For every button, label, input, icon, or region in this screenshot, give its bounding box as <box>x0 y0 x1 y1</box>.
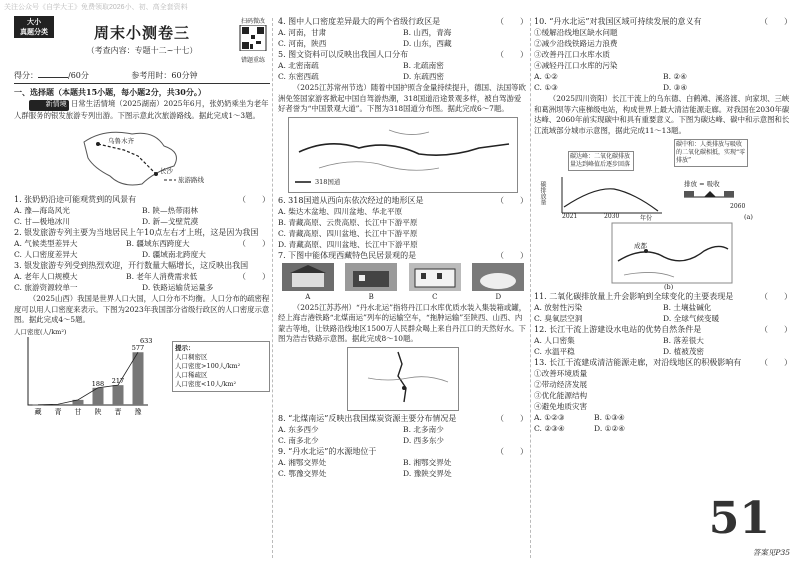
route-map-svg <box>14 122 270 194</box>
chart-axis <box>28 337 148 405</box>
map-label-changsha: 长沙 <box>160 167 173 175</box>
page-title: 周末小测卷三 <box>93 25 190 42</box>
map-legend: 旅游路线 <box>178 176 204 184</box>
question-7: 7. 下图中能体现西藏特色民居景观的是 （ ） <box>278 250 528 260</box>
tick-label: 甘 <box>74 407 82 416</box>
road-318-legend: 318国道 <box>315 177 341 186</box>
question-2: 2. 银发旅游专列主要为当地居民上午10点左右才上班，这是因为我国 （ ） <box>14 228 270 248</box>
house-c-icon <box>409 263 461 291</box>
railway-map <box>347 347 459 411</box>
house-image-b[interactable]: B <box>342 263 402 301</box>
question-13: 13. 长江干流建成清洁能源走廊，对沿线地区的积极影响有 （ ） <box>534 358 792 367</box>
q13-option-a[interactable]: A. ①②③ <box>534 413 565 422</box>
q10-statement-2: ②减少沿线铁路运力浪费 <box>534 39 618 48</box>
q9-option-d[interactable]: D. 豫陕交界处 <box>403 468 452 478</box>
section-badge: 大小 真题分类 <box>14 16 54 38</box>
q2-option-d[interactable]: D. 疆域南北跨度大 <box>142 250 206 259</box>
year-2021: 2021 <box>562 213 578 220</box>
q8-option-b[interactable]: B. 北多南少 <box>403 424 444 434</box>
q6-option-b[interactable]: B. 青藏高原、云贵高原、长江中下游平原 <box>278 217 418 227</box>
hint-line-2: 人口密度>100人/km² <box>175 361 241 370</box>
q13-option-c[interactable]: C. ②③④ <box>534 424 565 433</box>
q8-option-a[interactable]: A. 东多西少 <box>278 424 319 434</box>
qr-label: 扫码微改 <box>240 18 265 25</box>
qr-code-icon <box>236 25 270 51</box>
q6-option-c[interactable]: C. 青藏高原、四川盆地、长江中下游平原 <box>278 228 418 238</box>
q10-statement-3: ③改善丹江口水库水质 <box>534 50 610 59</box>
data-label: 577 <box>131 343 145 352</box>
column-divider <box>272 18 273 558</box>
hint-box <box>172 341 270 392</box>
density-chart <box>14 327 270 417</box>
qr-label-2: 错题重练 <box>240 57 265 64</box>
q12-option-a[interactable]: A. 人口密集 <box>534 336 575 345</box>
q12-option-b[interactable]: B. 落差很大 <box>663 336 704 345</box>
q3-option-c[interactable]: C. 旅游资源较单一 <box>14 283 78 292</box>
q3-option-a[interactable]: A. 老年人口规模大 <box>14 272 78 281</box>
q13-statement-3: ③优化能源结构 <box>534 391 588 400</box>
section-heading: 一、选择题（本题共15小题，每小题2分，共30分。） <box>14 87 206 97</box>
q4-option-b[interactable]: B. 山西，青海 <box>403 28 452 37</box>
question-10: 10. “丹水北运”对我国区域可持续发展的意义有 （ ） <box>534 17 792 26</box>
hint-line-4: 人口密度<10人/km² <box>175 379 237 388</box>
map-label-urumqi: 乌鲁木齐 <box>108 137 134 145</box>
balance-label: 排放 = 吸收 <box>684 180 720 188</box>
tick-label: 藏 <box>34 407 42 416</box>
q5-option-c[interactable]: C. 东密西疏 <box>278 72 319 81</box>
intro-6-7: （2025江苏常州节选）随着中国护照含金量持续提升，德国、法国等欧洲免签国家游客掀起中国自驾游热潮，318国道沿途景观多样，被自驾游爱好者誉为“中国景观大道”。下图为318国道分布图。据此完成6～7题。 <box>278 83 526 113</box>
q1-option-a[interactable]: A. 豫—海岛风光 <box>14 206 70 215</box>
q4-option-a[interactable]: A. 河南，甘肃 <box>278 28 327 37</box>
question-5: 5. 图文资料可以反映出我国人口分布 （ ） <box>278 50 528 59</box>
question-9: 9. “丹水北运”的水源地位于 （ ） <box>278 446 528 456</box>
q11-option-c[interactable]: C. 臭氧层空洞 <box>534 314 583 323</box>
q12-option-d[interactable]: D. 植被茂密 <box>663 347 705 356</box>
year-2060: 2060 <box>730 203 746 210</box>
data-label: 188 <box>91 379 105 388</box>
intro-11-13: （2025四川资阳）长江干流上的乌东德、白鹤滩、溪洛渡、向家坝、三峡和葛洲坝等六座梯级电站，构成世界上最大清洁能源走廊。对我国在2030年碳达峰、2060年前实现碳中和具有重要意义。下图为碳达峰、碳中和示意图和长江流域部分城市示意图，据此完成11～13题。 <box>534 94 790 135</box>
house-image-d[interactable]: D <box>469 263 529 301</box>
railway-map-svg <box>348 348 458 408</box>
intro-1-3: 日常生活情境（2025湖南）2025年6月，张奶奶乘坐为老年人群服务的银发旅游专列出游。下图示意此次旅游路线。据此完成1～3题。 <box>14 99 269 120</box>
q11-option-d[interactable]: D. 全球气候变暖 <box>663 314 720 323</box>
q4-option-d[interactable]: D. 山东，西藏 <box>403 39 452 48</box>
diagram-a-label: (a) <box>744 213 753 221</box>
q8-option-c[interactable]: C. 南多北少 <box>278 435 319 445</box>
carbon-diagram <box>534 137 792 221</box>
question-3: 3. 银发旅游专列受到热烈欢迎，开行数量大幅增长，这反映出我国 （ ） <box>14 261 270 281</box>
hint-line-1: 人口稠密区 <box>175 352 208 361</box>
question-1: 1. 张奶奶沿途可能观赏到的风景有 （ ） <box>14 195 270 204</box>
qr-code[interactable] <box>236 16 270 64</box>
q11-option-a[interactable]: A. 放射性污染 <box>534 303 583 312</box>
map-b-label: (b) <box>664 283 674 291</box>
carbon-ylabel: 碳排放量 <box>539 181 546 205</box>
q10-statement-4: ④减轻丹江口水库的污染 <box>534 61 618 70</box>
house-image-a[interactable]: A <box>278 263 338 301</box>
question-4: 4. 图中人口密度差异最大的两个省级行政区是 （ ） <box>278 17 528 26</box>
q9-option-c[interactable]: C. 鄂豫交界处 <box>278 468 327 478</box>
tick-label: 豫 <box>134 407 142 416</box>
route-map <box>14 122 270 194</box>
q5-option-d[interactable]: D. 东疏西密 <box>403 72 445 81</box>
q2-option-c[interactable]: C. 人口密度差异大 <box>14 250 78 259</box>
q3-option-b[interactable]: B. 老年人消费需求低 <box>126 272 198 281</box>
q2-option-b[interactable]: B. 疆域东西跨度大 <box>126 239 190 248</box>
column-divider <box>530 18 531 558</box>
bar-豫 <box>133 352 144 405</box>
question-12: 12. 长江干流上游建设水电站的优势自然条件是 （ ） <box>534 325 792 334</box>
q5-option-a[interactable]: A. 北密南疏 <box>278 61 319 70</box>
tick-label: 青 <box>54 407 62 416</box>
question-8: 8. “北煤南运”反映出我国煤炭资源主要分布情况是 （ ） <box>278 413 528 423</box>
tick-label: 陕 <box>94 407 102 416</box>
house-images <box>278 263 528 301</box>
q3-option-d[interactable]: D. 铁路运输货运量多 <box>142 283 214 292</box>
score-label: 得分： <box>14 71 38 80</box>
q13-statement-4: ④避免地质灾害 <box>534 402 588 411</box>
q13-option-b[interactable]: B. ①③④ <box>594 413 625 422</box>
column-middle <box>278 16 528 479</box>
q6-option-d[interactable]: D. 青藏高原、四川盆地、长江中下游平原 <box>278 239 418 249</box>
house-d-icon <box>472 263 524 291</box>
score-total: /60分 <box>68 71 89 80</box>
q8-option-d[interactable]: D. 西多东少 <box>403 435 445 445</box>
q13-statement-2: ②带动经济发展 <box>534 380 588 389</box>
carbon-diagram-svg <box>534 137 792 221</box>
q9-option-b[interactable]: B. 湘鄂交界处 <box>403 457 452 467</box>
q10-option-d[interactable]: D. ③④ <box>663 83 688 92</box>
q13-statement-1: ①改善环境质量 <box>534 369 588 378</box>
house-a-icon <box>282 263 334 291</box>
q1-option-b[interactable]: B. 陕—热带雨林 <box>142 206 198 215</box>
hint-line-3: 人口稀疏区 <box>175 370 208 379</box>
q13-option-d[interactable]: D. ①②④ <box>594 424 626 433</box>
q2-option-a[interactable]: A. 气候类型差异大 <box>14 239 78 248</box>
map-city-chengdu: 成都 <box>634 242 647 250</box>
yangtze-map-svg <box>534 221 792 291</box>
q10-statement-1: ①缓解沿线地区缺水问题 <box>534 28 618 37</box>
density-chart-svg <box>14 327 164 417</box>
road-318-map <box>288 117 518 193</box>
time-label: 参考用时：60分钟 <box>131 71 198 80</box>
data-label-top: 633 <box>140 336 153 345</box>
intro-8-10: （2025江苏苏州）“丹水北运”指将丹江口水库优质水装入集装箱或罐，经上海吉港铁路“北煤南运”列车的运输空车，“拖肿运输”至陕西、山西、内蒙古等地，让铁路沿线地区1500万人民群众喝上来自丹江口的天然好水。下图为浩吉铁路示意图。据此完成8～10题。 <box>278 302 527 343</box>
question-11: 11. 二氧化碳排放量上升会影响到全球变化的主要表现是 （ ） <box>534 292 792 301</box>
q11-option-b[interactable]: B. 土壤盐碱化 <box>663 303 712 312</box>
q6-option-a[interactable]: A. 柴达木盆地、四川盆地、华北平原 <box>278 206 403 216</box>
tick-label: 晋 <box>114 407 122 416</box>
house-image-c[interactable]: C <box>405 263 465 301</box>
page-number: 51 <box>708 493 770 544</box>
yangtze-map <box>534 221 792 291</box>
column-left <box>14 16 270 417</box>
page-subtitle: （考查内容：专题十二~十七） <box>86 46 198 55</box>
q1-option-c[interactable]: C. 甘—极地冰川 <box>14 217 70 226</box>
house-b-icon <box>345 263 397 291</box>
neutral-box: 碳中和：人类排放与吸收的二氧化碳相抵，实现“零排放” <box>674 139 748 167</box>
year-2030: 2030 <box>604 213 620 220</box>
chart-ylabel: 人口密度(人/km²) <box>14 327 67 336</box>
q5-option-b[interactable]: B. 北疏南密 <box>403 61 444 70</box>
bar-晋 <box>113 385 124 405</box>
q10-option-b[interactable]: B. ②④ <box>663 72 688 81</box>
data-label: 217 <box>111 376 125 385</box>
q10-option-c[interactable]: C. ①③ <box>534 83 558 92</box>
peak-box: 碳达峰：二氧化碳排放量达到峰值后逐步回落 <box>568 151 634 171</box>
intro-4-5: （2025山西）我国是世界人口大国，人口分布不均衡。人口分布的疏密程度可以用人口密度来表示。下图为2023年我国部分省级行政区的人口密度示意图。据此完成4～5题。 <box>14 294 270 324</box>
q4-option-c[interactable]: C. 河南，陕西 <box>278 39 327 48</box>
answer-reference: 答案见P35 <box>752 548 790 557</box>
question-6: 6. 318国道从西向东依次经过的地形区是 （ ） <box>278 195 528 205</box>
watermark-text: 关注公众号《自学大王》免费领取2026小、初、高全套资料 <box>4 4 188 11</box>
column-right <box>534 16 792 434</box>
q10-option-a[interactable]: A. ①② <box>534 72 558 81</box>
new-context-tag: 新情境 <box>29 100 69 111</box>
q12-option-c[interactable]: C. 水温平稳 <box>534 347 575 356</box>
q9-option-a[interactable]: A. 湘鄂交界处 <box>278 457 327 467</box>
carbon-xlabel: 年份 <box>640 215 653 222</box>
score-line <box>14 70 270 81</box>
hint-title: 提示： <box>175 343 195 352</box>
q1-option-d[interactable]: D. 新—戈壁荒漠 <box>142 217 199 226</box>
